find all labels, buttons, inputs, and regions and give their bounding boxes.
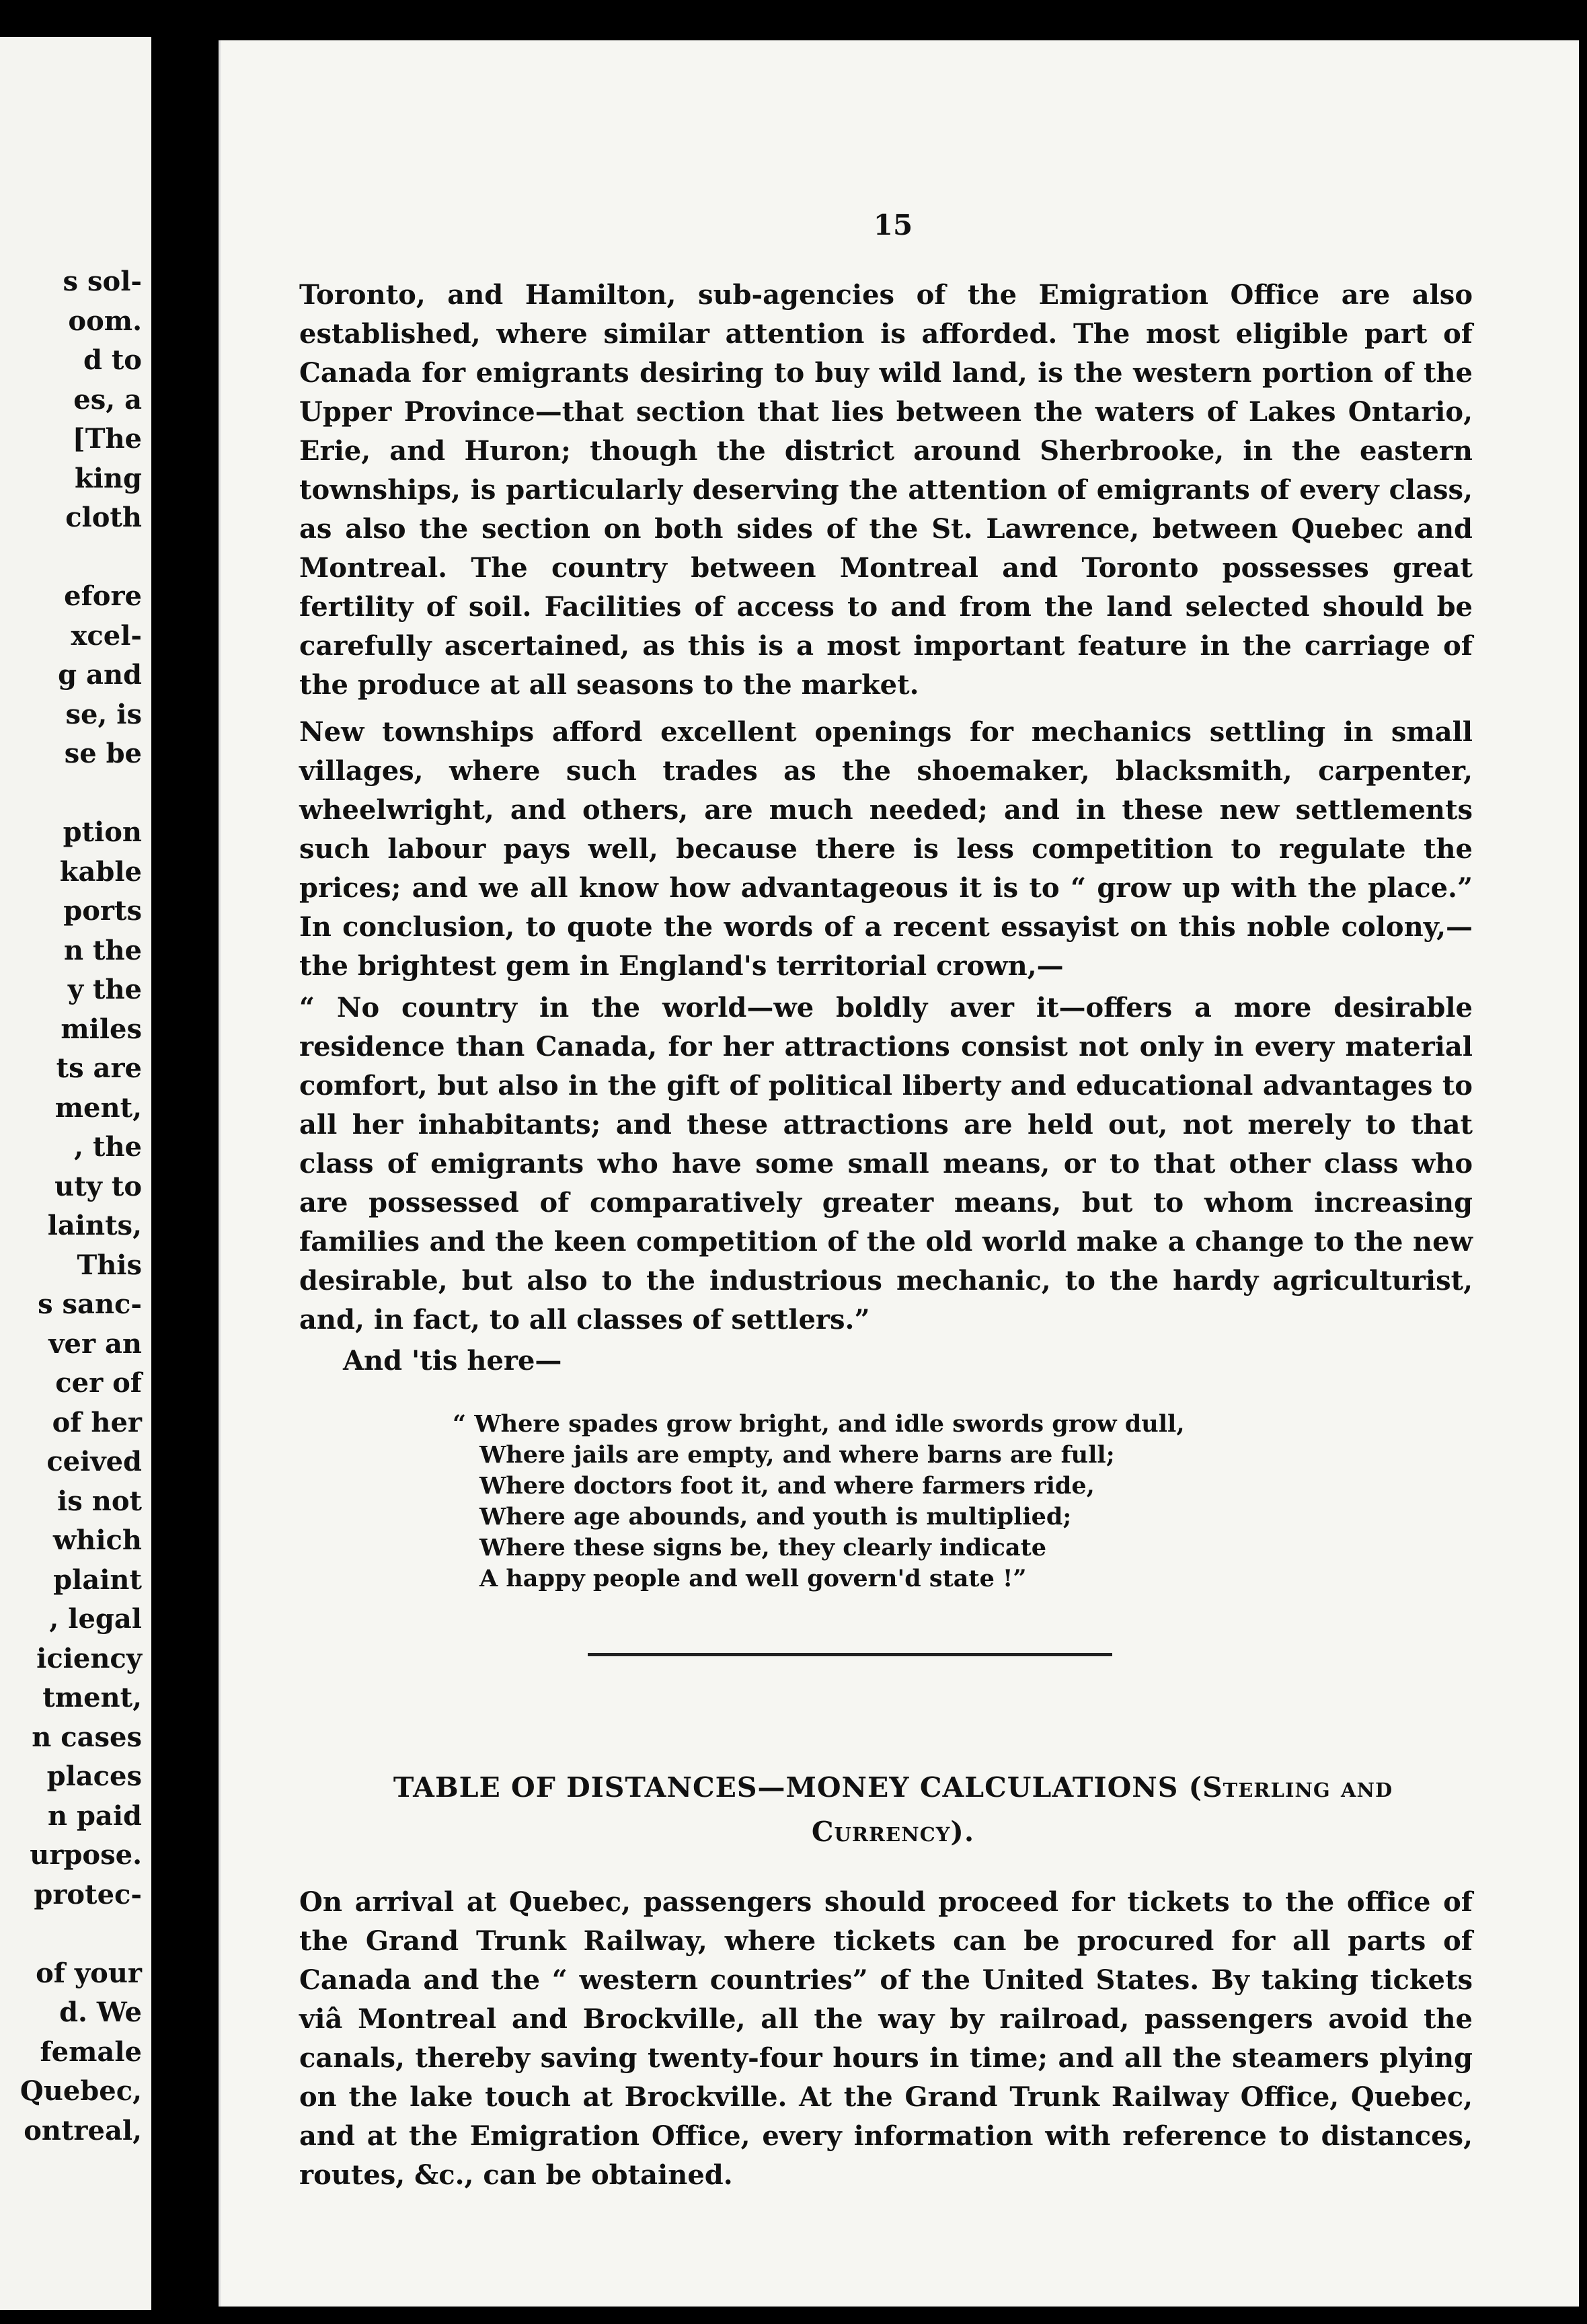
facing-page-line: g and [58,659,142,691]
facing-page-line: kable [59,855,142,888]
facing-page-line: female [40,2036,142,2068]
facing-page-line: which [52,1524,142,1556]
facing-page-line: xcel- [71,619,142,652]
poem-line: “ Where spades grow bright, and idle swords grow dull, [453,1410,1185,1438]
facing-page-line: d to [83,344,142,376]
facing-page-line: s sanc- [38,1288,142,1320]
facing-page-line: urpose. [30,1839,142,1871]
facing-page-line: cloth [65,502,142,533]
facing-page-line: , legal [49,1603,142,1635]
facing-page-line: tment, [42,1682,142,1713]
section-heading [315,1765,1471,1854]
heading-main: TABLE OF DISTANCES—MONEY CALCULATIONS ( [393,1771,1203,1804]
paragraph-and-tis-here: And 'tis here— [343,1345,562,1377]
facing-page-line: plaint [53,1563,142,1596]
facing-page-fragment [0,37,151,2310]
poem-quote [453,1409,1185,1594]
heading-small-caps: Sterling and Currency [811,1771,1393,1848]
poem-line: A happy people and well govern'd state !” [479,1565,1027,1592]
poem-line: Where age abounds, and youth is multiplied; [479,1503,1072,1531]
facing-page-line: d. We [59,1997,142,2028]
facing-page-line: n cases [32,1721,142,1753]
facing-page-line: ment, [54,1091,142,1124]
facing-page-line: ports [63,895,142,927]
facing-page-line: n paid [47,1799,142,1832]
poem-line: Where jails are empty, and where barns are full; [479,1441,1115,1469]
facing-page-line: y the [67,974,142,1005]
paragraph-emigration-offices: Toronto, and Hamilton, sub-agencies of the Emigration Office are also established, where similar attention is afforded. The most eligible part of Canada for emigrants desiring to buy wild land, is the western portion of the Upper Province—that section that lies between the waters of Lakes Ontario, Erie, and Huron; though the district around Sherbrooke, in the eastern townships, is particularly deserving the attention of emigrants of every class, as also the section on both sides of the St. Lawrence, between Quebec and Montreal. The country between Montreal and Toronto possesses great fertility of soil. Facilities of access to and from the land selected should be carefully ascertained, as this is a most important feature in the carriage of the produce at all seasons to the market. [299,279,1473,701]
facing-page-line: of her [52,1406,142,1438]
facing-page-line: miles [61,1013,142,1045]
facing-page-line: ts are [56,1052,142,1084]
paragraph-new-townships: New townships afford excellent openings for mechanics settling in small villages, where such trades as the shoemaker, blacksmith, carpenter, wheelwright, and others, are much needed; and in these new settlements such labour pays well, because there is less competition to regulate the prices; and we all know how advantageous it is to “ grow up with the place.” In conclusion, to quote the words of a recent essayist on this noble colony,—the brightest gem in England's territorial crown,— [299,716,1473,982]
facing-page-line: is not [57,1485,142,1517]
facing-page-line: ption [63,816,142,848]
facing-page-line: se be [64,738,142,769]
facing-page-line: ceived [46,1446,142,1477]
facing-page-line: Quebec, [20,2075,142,2107]
facing-page-line: This [77,1249,142,1281]
facing-page-line: iciency [36,1642,142,1674]
poem-line: Where doctors foot it, and where farmers ride, [479,1472,1095,1500]
facing-page-line: cer of [55,1367,142,1399]
facing-page-line: protec- [34,1878,142,1910]
facing-page-line: [The [72,423,142,455]
facing-page-line: ver an [48,1327,142,1360]
facing-page-line: , the [74,1131,142,1163]
facing-page-line: es, a [73,383,142,416]
document-page [219,40,1579,2307]
facing-page-line: s sol- [63,266,142,297]
facing-page-line: laints, [47,1210,142,1241]
facing-page-line: n the [63,934,142,966]
poem-line: Where these signs be, they clearly indicate [479,1534,1047,1561]
heading-close: ). [950,1816,975,1848]
facing-page-line: se, is [65,698,142,730]
paragraph-quotation: “ No country in the world—we boldly aver it—offers a more desirable residence than Canada, for her attractions consist not only in every material comfort, but also in the gift of political liberty and educational advantages to all her inhabitants; and these attractions are held out, not merely to that class of emigrants who have some small means, or to that other class who are possessed of comparatively greater means, but to whom increasing families and the keen competition of the old world make a change to the new desirable, but also to the industrious mechanic, to the hardy agriculturist, and, in fact, to all classes of settlers.” [299,992,1473,1335]
page-number: 15 [873,208,913,241]
section-divider [588,1653,1112,1656]
paragraph-grand-trunk: On arrival at Quebec, passengers should proceed for tickets to the office of the Grand Trunk Railway, where tickets can be procured for all parts of Canada and the “ western countries” of the United States. By taking tickets viâ Montreal and Brockville, all the way by railroad, passengers avoid the canals, thereby saving twenty-four hours in time; and all the steamers plying on the lake touch at Brockville. At the Grand Trunk Railway Office, Quebec, and at the Emigration Office, every information with reference to distances, routes, &c., can be obtained. [299,1886,1473,2191]
facing-page-line: places [46,1760,142,1792]
facing-page-line: efore [64,580,142,612]
facing-page-line: ontreal, [24,2114,142,2146]
facing-page-line: king [75,462,142,494]
facing-page-line: oom. [68,305,142,337]
facing-page-line: of your [36,1957,142,1989]
facing-page-line: uty to [54,1170,142,1202]
